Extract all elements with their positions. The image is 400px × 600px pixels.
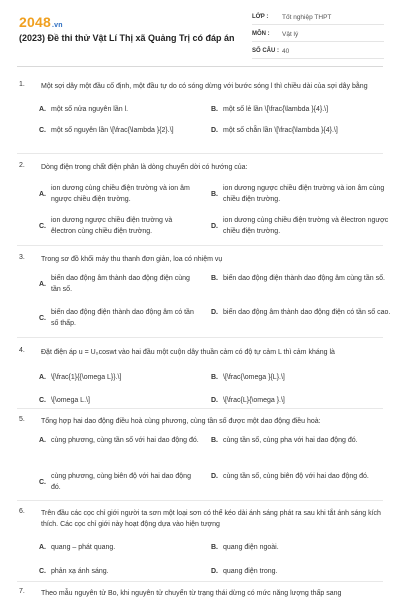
option-c[interactable] bbox=[39, 215, 199, 237]
option-a[interactable] bbox=[39, 104, 199, 115]
meta-value: 40 bbox=[282, 47, 290, 55]
meta-label: LỚP : bbox=[252, 14, 269, 20]
option-text: cùng tần số, cùng pha với hai dao động đó. bbox=[223, 437, 358, 444]
option-a[interactable] bbox=[39, 273, 199, 295]
question bbox=[19, 508, 385, 580]
option-label: D. bbox=[211, 473, 218, 480]
option-text: \[\omega L.\] bbox=[51, 397, 90, 404]
option-text: ion dương ngược chiều điện trường và êlectron cùng chiều điện trường. bbox=[51, 217, 173, 235]
option-d[interactable] bbox=[211, 125, 391, 136]
question-text: Một sợi dây một đầu cố định, một đầu tự do có sóng dừng với bước sóng l thì chiều dài của sợi dây bằng bbox=[41, 83, 368, 90]
option-label: B. bbox=[211, 106, 218, 113]
option-label: C. bbox=[39, 397, 46, 404]
option-label: B. bbox=[211, 190, 218, 198]
option-label: D. bbox=[211, 127, 218, 134]
option-text: \[\frac{1}{{\omega L}}.\] bbox=[51, 374, 122, 381]
option-d[interactable] bbox=[211, 215, 391, 237]
meta-value: Vật lý bbox=[282, 30, 299, 38]
option-text: ion dương cùng chiều điện trường và êlectron ngược chiều điện trường. bbox=[223, 217, 389, 235]
page-header bbox=[0, 0, 400, 64]
option-b[interactable] bbox=[211, 372, 391, 383]
logo-suffix: .vn bbox=[51, 22, 63, 29]
option-label: B. bbox=[211, 437, 218, 444]
question-number: 3. bbox=[19, 254, 25, 261]
option-a[interactable] bbox=[39, 183, 199, 205]
option-d[interactable] bbox=[211, 307, 391, 318]
meta-row-class bbox=[252, 10, 384, 25]
option-text: ion dương ngược chiều điện trường và ion âm cùng chiều điện trường. bbox=[223, 185, 385, 203]
option-label: D. bbox=[211, 568, 218, 575]
option-a[interactable] bbox=[39, 542, 199, 553]
option-label: A. bbox=[39, 544, 46, 551]
option-text: một số lẻ lần \[\frac{\lambda }{4}.\] bbox=[223, 106, 329, 113]
option-b[interactable] bbox=[211, 273, 391, 284]
question bbox=[19, 416, 385, 503]
option-text: biến dao động điện thành dao động âm có tần số thấp. bbox=[51, 309, 194, 327]
option-b[interactable] bbox=[211, 435, 391, 446]
option-label: D. bbox=[211, 222, 218, 230]
option-text: ion dương cùng chiều điện trường và ion âm ngược chiều điện trường. bbox=[51, 185, 190, 203]
option-b[interactable] bbox=[211, 183, 391, 205]
question-text: Trong sơ đồ khối máy thu thanh đơn giản, loa có nhiệm vụ bbox=[41, 256, 223, 263]
question bbox=[19, 162, 389, 249]
site-logo[interactable] bbox=[19, 14, 63, 30]
meta-label: SỐ CÂU : bbox=[252, 48, 279, 54]
option-text: quang điện ngoài. bbox=[223, 544, 279, 551]
question bbox=[19, 347, 385, 404]
question-divider bbox=[17, 245, 383, 246]
exam-meta bbox=[252, 10, 384, 61]
question-number: 5. bbox=[19, 416, 25, 423]
question-number: 6. bbox=[19, 508, 25, 515]
meta-row-count bbox=[252, 44, 384, 59]
question-number: 7. bbox=[19, 588, 25, 595]
option-text: biến dao động âm thành dao động điện có tần số cao. bbox=[223, 309, 391, 316]
option-label: C. bbox=[39, 314, 46, 322]
question-divider bbox=[17, 500, 383, 501]
question-text: Dòng điện trong chất điện phân là dòng chuyển dời có hướng của: bbox=[41, 164, 248, 171]
option-text: cùng phương, cùng biên độ với hai dao động đó. bbox=[51, 473, 191, 491]
question-text: Tổng hợp hai dao động điều hoà cùng phương, cùng tần số được một dao động điều hoà: bbox=[41, 418, 321, 425]
option-text: \[\frac{\omega }{L}.\] bbox=[223, 374, 285, 381]
option-text: quang điện trong. bbox=[223, 568, 278, 575]
question-text: Trên đầu các cọc chỉ giới người ta sơn một loại sơn có thể kéo dài ánh sáng phát ra sau khi tắt ánh sáng kích thích. Các cọc chỉ giới này hoạt động dựa vào hiện tượng bbox=[41, 510, 381, 528]
option-label: B. bbox=[211, 275, 218, 282]
option-text: phản xạ ánh sáng. bbox=[51, 568, 109, 575]
option-label: A. bbox=[39, 190, 46, 198]
option-text: cùng tần số, cùng biên độ với hai dao động đó. bbox=[223, 473, 369, 480]
option-d[interactable] bbox=[211, 566, 391, 577]
option-c[interactable] bbox=[39, 395, 199, 406]
question-text: Theo mẫu nguyên tử Bo, khi nguyên tử chuyển từ trạng thái dừng có mức năng lượng thấp sang bbox=[41, 590, 342, 597]
option-label: D. bbox=[211, 309, 218, 316]
option-label: B. bbox=[211, 374, 218, 381]
header-divider bbox=[17, 66, 383, 67]
option-label: C. bbox=[39, 568, 46, 575]
option-b[interactable] bbox=[211, 104, 391, 115]
exam-title: (2023) Đề thi thử Vật Lí Thị xã Quảng Trị có đáp án bbox=[19, 33, 235, 43]
question-number: 2. bbox=[19, 162, 25, 169]
option-label: C. bbox=[39, 478, 46, 486]
option-text: một số chẵn lần \[\frac{\lambda }{4}.\] bbox=[223, 127, 338, 134]
option-label: C. bbox=[39, 222, 46, 230]
option-label: C. bbox=[39, 127, 46, 134]
option-c[interactable] bbox=[39, 566, 199, 577]
option-label: A. bbox=[39, 437, 46, 444]
option-a[interactable] bbox=[39, 372, 199, 383]
option-d[interactable] bbox=[211, 395, 391, 406]
option-text: biến dao động điện thành dao động âm cùng tần số. bbox=[223, 275, 385, 282]
meta-row-subject bbox=[252, 27, 384, 42]
option-d[interactable] bbox=[211, 471, 391, 482]
question-divider bbox=[17, 581, 383, 582]
option-text: cùng phương, cùng tần số với hai dao động đó. bbox=[51, 437, 199, 444]
option-label: D. bbox=[211, 397, 218, 404]
option-c[interactable] bbox=[39, 125, 199, 136]
option-text: \[\frac{L}{\omega }.\] bbox=[223, 397, 285, 404]
option-label: A. bbox=[39, 280, 46, 288]
option-label: B. bbox=[211, 544, 218, 551]
logo-text: 2048 bbox=[19, 14, 51, 30]
question bbox=[19, 81, 385, 140]
option-text: một số nửa nguyên lần l. bbox=[51, 106, 129, 113]
option-b[interactable] bbox=[211, 542, 391, 553]
question-text: Đặt điện áp u = U₀coswt vào hai đầu một cuộn dây thuần cảm có độ tự cảm L thì cảm kháng là bbox=[41, 349, 335, 356]
option-c[interactable] bbox=[39, 471, 199, 493]
option-label: A. bbox=[39, 374, 46, 381]
meta-label: MÔN : bbox=[252, 31, 270, 37]
question-divider bbox=[17, 408, 383, 409]
question-number: 4. bbox=[19, 347, 25, 354]
option-a[interactable] bbox=[39, 435, 199, 446]
option-text: quang – phát quang. bbox=[51, 544, 116, 551]
option-text: biến dao động âm thành dao động điện cùng tần số. bbox=[51, 275, 190, 293]
question-number: 1. bbox=[19, 81, 25, 88]
question-divider bbox=[17, 337, 383, 338]
question-divider bbox=[17, 153, 383, 154]
option-text: một số nguyên lần \[\frac{\lambda }{2}.\] bbox=[51, 127, 174, 134]
question bbox=[19, 254, 391, 339]
option-label: A. bbox=[39, 106, 46, 113]
option-c[interactable] bbox=[39, 307, 199, 329]
meta-value: Tốt nghiệp THPT bbox=[282, 13, 332, 21]
question bbox=[19, 588, 385, 599]
